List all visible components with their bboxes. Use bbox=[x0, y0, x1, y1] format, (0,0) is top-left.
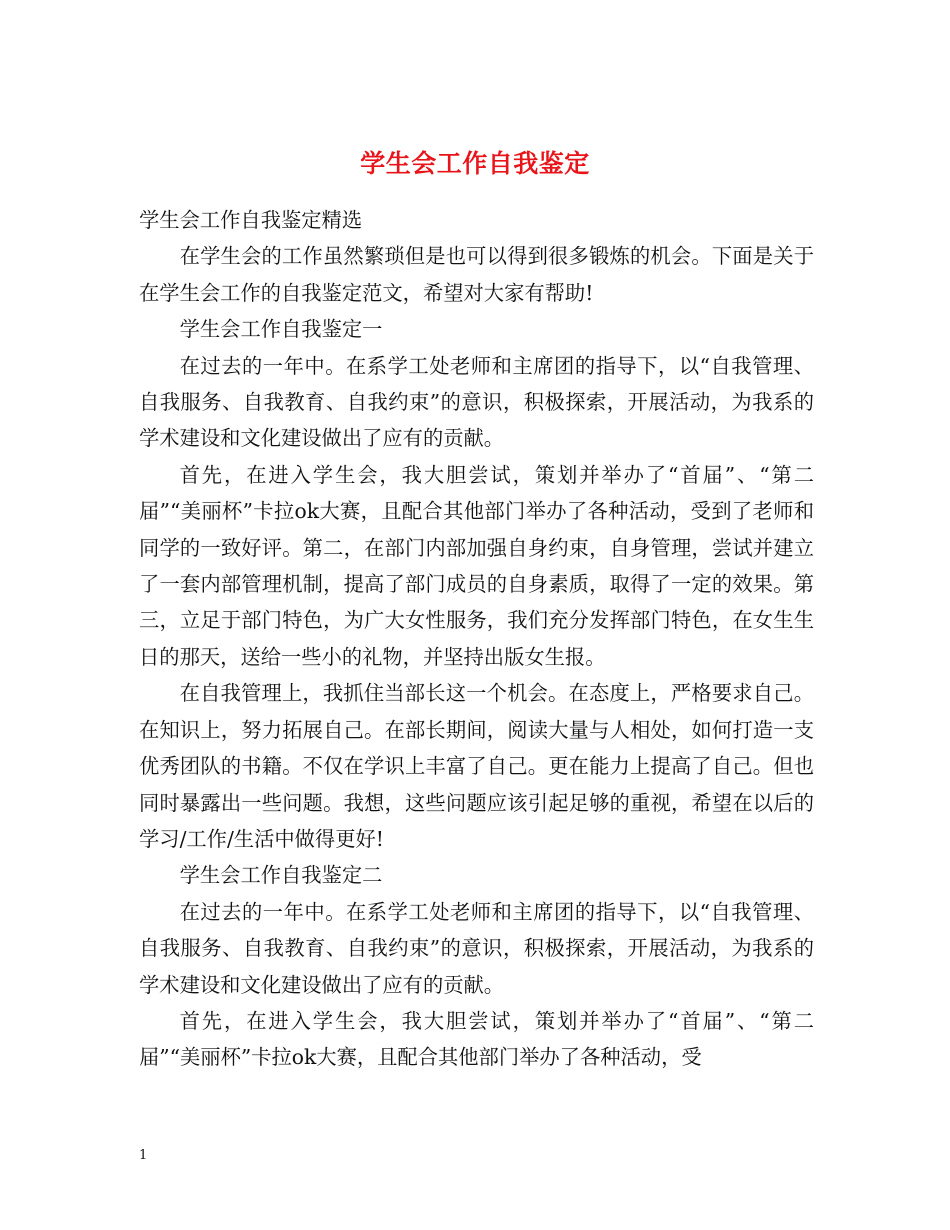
document-body bbox=[139, 202, 814, 1076]
body-paragraph: 在过去的一年中。在系学工处老师和主席团的指导下，以“自我管理、自我服务、自我教育、自我约束”的意识，积极探索，开展活动，为我系的学术建设和文化建设做出了应有的贡献。 bbox=[139, 353, 814, 451]
intro-paragraph: 在学生会的工作虽然繁琐但是也可以得到很多锻炼的机会。下面是关于在学生会工作的自我鉴定范文，希望对大家有帮助! bbox=[139, 244, 814, 305]
body-paragraph: 在自我管理上，我抓住当部长这一个机会。在态度上，严格要求自己。在知识上，努力拓展自己。在部长期间，阅读大量与人相处，如何打造一支优秀团队的书籍。不仅在学识上丰富了自己。更在能力上提高了自己。但也同时暴露出一些问题。我想，这些问题应该引起足够的重视，希望在以后的学习/工作/生活中做得更好! bbox=[139, 681, 814, 851]
body-paragraph: 在过去的一年中。在系学工处老师和主席团的指导下，以“自我管理、自我服务、自我教育、自我约束”的意识，积极探索，开展活动，为我系的学术建设和文化建设做出了应有的贡献。 bbox=[139, 899, 814, 997]
document-title: 学生会工作自我鉴定 bbox=[360, 148, 590, 178]
body-paragraph: 首先，在进入学生会，我大胆尝试，策划并举办了“首届”、“第二届”“美丽杯”卡拉ok大赛，且配合其他部门举办了各种活动，受到了老师和同学的一致好评。第二，在部门内部加强自身约束，自身管理，尝试并建立了一套内部管理机制，提高了部门成员的自身素质，取得了一定的效果。第三，立足于部门特色，为广大女性服务，我们充分发挥部门特色，在女生生日的那天，送给一些小的礼物，并坚持出版女生报。 bbox=[139, 462, 814, 669]
page-number: 1 bbox=[139, 1148, 148, 1163]
body-paragraph: 首先，在进入学生会，我大胆尝试，策划并举办了“首届”、“第二届”“美丽杯”卡拉ok大赛，且配合其他部门举办了各种活动，受 bbox=[139, 1008, 814, 1070]
section-heading-two: 学生会工作自我鉴定二 bbox=[179, 863, 383, 888]
subtitle-paragraph: 学生会工作自我鉴定精选 bbox=[139, 208, 363, 232]
section-heading-one: 学生会工作自我鉴定一 bbox=[179, 317, 383, 342]
